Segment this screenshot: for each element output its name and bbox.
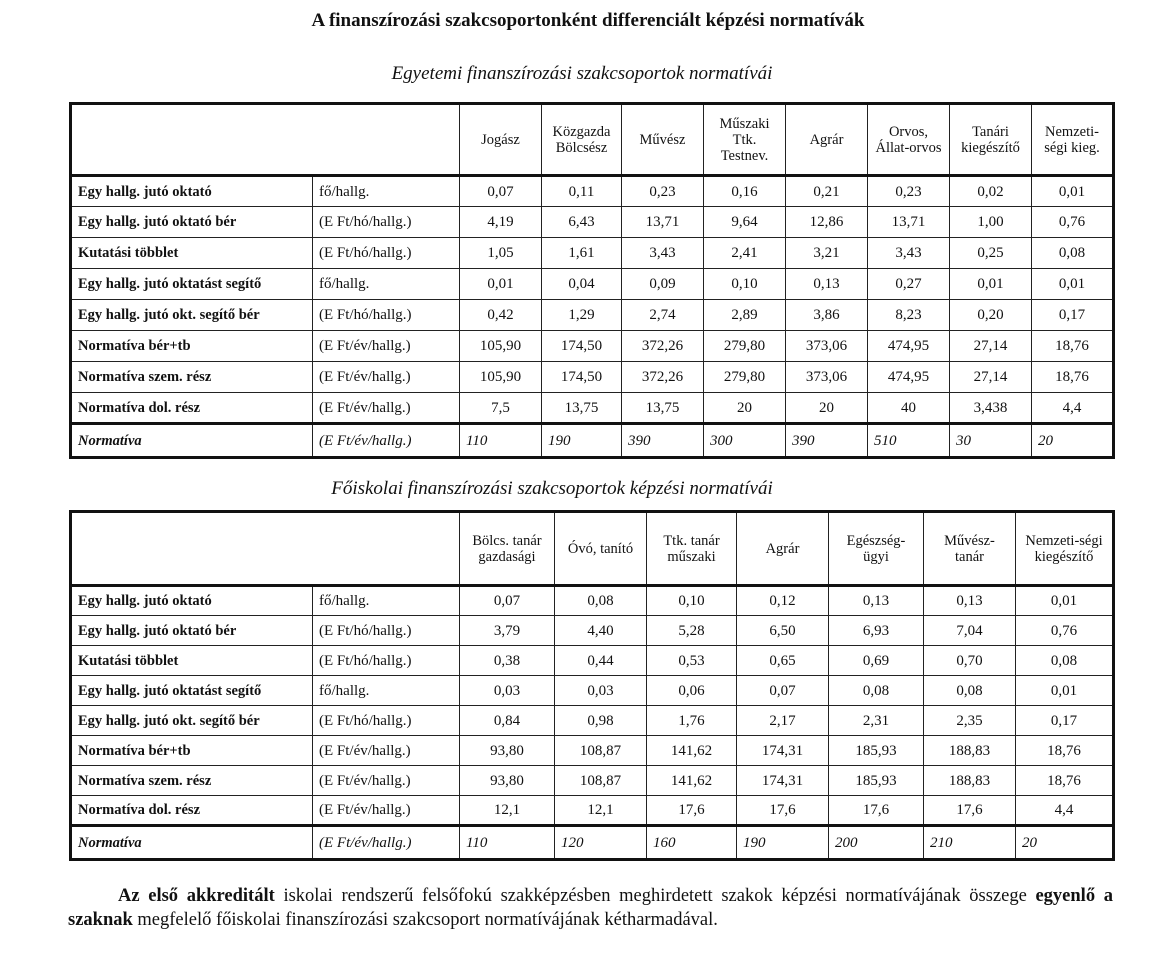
table-cell: 2,35 xyxy=(924,706,1016,736)
table-cell: 0,03 xyxy=(555,676,647,706)
header-row xyxy=(71,104,1114,176)
table-cell: 17,6 xyxy=(829,796,924,826)
table-cell: 279,80 xyxy=(704,362,786,393)
table-cell: 18,76 xyxy=(1032,331,1114,362)
footnote-bold-2: egyenlő a szaknak xyxy=(68,886,1113,930)
table-cell: 474,95 xyxy=(868,331,950,362)
table-cell: 40 xyxy=(868,393,950,424)
row-unit: (E Ft/év/hallg.) xyxy=(313,736,460,766)
table-cell: 0,08 xyxy=(829,676,924,706)
column-header: Művész-tanár xyxy=(924,512,1016,586)
column-header: Ttk. tanár műszaki xyxy=(647,512,737,586)
row-unit: (E Ft/év/hallg.) xyxy=(313,362,460,393)
college-norms-table xyxy=(69,510,1115,861)
table-cell: 0,76 xyxy=(1016,616,1114,646)
table-row xyxy=(71,616,1114,646)
column-header: Közgazda Bölcsész xyxy=(542,104,622,176)
table-cell: 3,43 xyxy=(868,238,950,269)
table-cell: 2,89 xyxy=(704,300,786,331)
table-cell: 174,50 xyxy=(542,362,622,393)
table-cell: 185,93 xyxy=(829,766,924,796)
table-cell: 279,80 xyxy=(704,331,786,362)
table-cell: 0,01 xyxy=(1032,269,1114,300)
row-label: Kutatási többlet xyxy=(71,238,313,269)
table-cell: 174,31 xyxy=(737,766,829,796)
table-row xyxy=(71,269,1114,300)
table-cell: 13,75 xyxy=(622,393,704,424)
row-label: Egy hallg. jutó oktatást segítő xyxy=(71,676,313,706)
table-cell: 2,31 xyxy=(829,706,924,736)
row-label: Normatíva szem. rész xyxy=(71,362,313,393)
column-header: Orvos, Állat-orvos xyxy=(868,104,950,176)
footnote-text-1: iskolai rendszerű felsőfokú szakképzésben meghirdetett szakok képzési normatívájának összege xyxy=(274,886,1036,906)
column-header: Agrár xyxy=(737,512,829,586)
table-cell: 1,00 xyxy=(950,207,1032,238)
table-cell: 0,13 xyxy=(924,586,1016,616)
table-cell: 7,5 xyxy=(460,393,542,424)
row-label: Normatíva szem. rész xyxy=(71,766,313,796)
row-label: Egy hallg. jutó oktató xyxy=(71,176,313,207)
table-row xyxy=(71,586,1114,616)
row-unit: (E Ft/hó/hallg.) xyxy=(313,646,460,676)
table-row xyxy=(71,207,1114,238)
row-label: Egy hallg. jutó okt. segítő bér xyxy=(71,300,313,331)
column-header: Bölcs. tanár gazdasági xyxy=(460,512,555,586)
row-unit: (E Ft/év/hallg.) xyxy=(313,766,460,796)
table-cell: 1,76 xyxy=(647,706,737,736)
table-cell: 0,84 xyxy=(460,706,555,736)
table-cell: 12,1 xyxy=(555,796,647,826)
row-unit: fő/hallg. xyxy=(313,676,460,706)
column-header: Műszaki Ttk. Testnev. xyxy=(704,104,786,176)
table-cell: 0,70 xyxy=(924,646,1016,676)
table-cell: 0,10 xyxy=(647,586,737,616)
table-cell: 2,17 xyxy=(737,706,829,736)
table-cell: 18,76 xyxy=(1016,766,1114,796)
table-cell: 0,12 xyxy=(737,586,829,616)
table-cell: 93,80 xyxy=(460,736,555,766)
table-cell: 372,26 xyxy=(622,331,704,362)
table-cell: 13,75 xyxy=(542,393,622,424)
table-cell: 141,62 xyxy=(647,736,737,766)
table-cell: 2,41 xyxy=(704,238,786,269)
footnote xyxy=(68,884,1113,932)
total-cell: 20 xyxy=(1016,826,1114,860)
table-cell: 0,01 xyxy=(460,269,542,300)
column-header: Óvó, tanító xyxy=(555,512,647,586)
table-cell: 5,28 xyxy=(647,616,737,646)
table-cell: 1,29 xyxy=(542,300,622,331)
row-label: Egy hallg. jutó oktató bér xyxy=(71,616,313,646)
table1-subtitle: Egyetemi finanszírozási szakcsoportok normatívái xyxy=(391,63,773,84)
column-header: Tanári kiegészítő xyxy=(950,104,1032,176)
table-cell: 27,14 xyxy=(950,362,1032,393)
column-header: Egészség-ügyi xyxy=(829,512,924,586)
table-cell: 0,08 xyxy=(924,676,1016,706)
table-cell: 0,07 xyxy=(460,586,555,616)
row-unit: (E Ft/hó/hallg.) xyxy=(313,238,460,269)
footnote-bold-1: Az első akkreditált xyxy=(118,886,275,906)
table-cell: 0,06 xyxy=(647,676,737,706)
row-unit: (E Ft/év/hallg.) xyxy=(313,393,460,424)
row-label: Normatíva bér+tb xyxy=(71,331,313,362)
table-cell: 0,27 xyxy=(868,269,950,300)
table-row xyxy=(71,300,1114,331)
total-cell: 110 xyxy=(460,424,542,458)
table-cell: 6,50 xyxy=(737,616,829,646)
table-cell: 8,23 xyxy=(868,300,950,331)
row-label: Egy hallg. jutó oktató xyxy=(71,586,313,616)
row-label: Egy hallg. jutó oktatást segítő xyxy=(71,269,313,300)
table-cell: 141,62 xyxy=(647,766,737,796)
total-unit: (E Ft/év/hallg.) xyxy=(313,424,460,458)
table-row xyxy=(71,331,1114,362)
column-header: Nemzeti-ségi kiegészítő xyxy=(1016,512,1114,586)
table-cell: 4,4 xyxy=(1032,393,1114,424)
table-cell: 174,50 xyxy=(542,331,622,362)
row-label: Normatíva bér+tb xyxy=(71,736,313,766)
table-cell: 0,09 xyxy=(622,269,704,300)
footnote-text-2: megfelelő főiskolai finanszírozási szakcsoport normatívájának kétharmadával. xyxy=(132,910,718,930)
table-cell: 0,08 xyxy=(1016,646,1114,676)
table2-subtitle: Főiskolai finanszírozási szakcsoportok képzési normatívái xyxy=(331,478,773,499)
table-cell: 0,01 xyxy=(1016,586,1114,616)
table-cell: 13,71 xyxy=(868,207,950,238)
row-unit: (E Ft/év/hallg.) xyxy=(313,331,460,362)
total-cell: 190 xyxy=(737,826,829,860)
row-unit: fő/hallg. xyxy=(313,586,460,616)
table-cell: 0,17 xyxy=(1016,706,1114,736)
table-cell: 17,6 xyxy=(737,796,829,826)
row-label: Kutatási többlet xyxy=(71,646,313,676)
total-cell: 20 xyxy=(1032,424,1114,458)
total-cell: 30 xyxy=(950,424,1032,458)
table-cell: 9,64 xyxy=(704,207,786,238)
table-cell: 0,13 xyxy=(786,269,868,300)
table-cell: 0,38 xyxy=(460,646,555,676)
table-cell: 188,83 xyxy=(924,736,1016,766)
total-cell: 210 xyxy=(924,826,1016,860)
table-cell: 0,23 xyxy=(622,176,704,207)
table-cell: 17,6 xyxy=(924,796,1016,826)
table-cell: 6,43 xyxy=(542,207,622,238)
table-cell: 7,04 xyxy=(924,616,1016,646)
table-cell: 0,03 xyxy=(460,676,555,706)
table-cell: 0,53 xyxy=(647,646,737,676)
header-row xyxy=(71,512,1114,586)
total-cell: 160 xyxy=(647,826,737,860)
table-cell: 3,438 xyxy=(950,393,1032,424)
header-blank-cell xyxy=(71,512,460,586)
table-row xyxy=(71,736,1114,766)
table-cell: 373,06 xyxy=(786,362,868,393)
table-row xyxy=(71,766,1114,796)
table-cell: 0,23 xyxy=(868,176,950,207)
total-cell: 120 xyxy=(555,826,647,860)
table-cell: 373,06 xyxy=(786,331,868,362)
total-cell: 300 xyxy=(704,424,786,458)
table-cell: 0,65 xyxy=(737,646,829,676)
total-cell: 200 xyxy=(829,826,924,860)
table-cell: 0,10 xyxy=(704,269,786,300)
table-cell: 3,21 xyxy=(786,238,868,269)
table-cell: 4,40 xyxy=(555,616,647,646)
column-header: Agrár xyxy=(786,104,868,176)
table-cell: 0,16 xyxy=(704,176,786,207)
column-header: Jogász xyxy=(460,104,542,176)
table-row xyxy=(71,796,1114,826)
table-cell: 474,95 xyxy=(868,362,950,393)
table-cell: 0,13 xyxy=(829,586,924,616)
table-cell: 188,83 xyxy=(924,766,1016,796)
table-cell: 0,04 xyxy=(542,269,622,300)
table-cell: 108,87 xyxy=(555,736,647,766)
table-cell: 4,4 xyxy=(1016,796,1114,826)
table-cell: 0,76 xyxy=(1032,207,1114,238)
table-row xyxy=(71,362,1114,393)
table-cell: 4,19 xyxy=(460,207,542,238)
table-cell: 18,76 xyxy=(1016,736,1114,766)
row-label: Egy hallg. jutó oktató bér xyxy=(71,207,313,238)
table-cell: 17,6 xyxy=(647,796,737,826)
total-label: Normatíva xyxy=(71,424,313,458)
table-cell: 20 xyxy=(704,393,786,424)
table-cell: 3,79 xyxy=(460,616,555,646)
total-row xyxy=(71,826,1114,860)
table-cell: 0,21 xyxy=(786,176,868,207)
table-cell: 0,44 xyxy=(555,646,647,676)
table-cell: 6,93 xyxy=(829,616,924,646)
table-cell: 3,86 xyxy=(786,300,868,331)
row-unit: (E Ft/hó/hallg.) xyxy=(313,706,460,736)
table-row xyxy=(71,176,1114,207)
table-cell: 1,05 xyxy=(460,238,542,269)
table-cell: 3,43 xyxy=(622,238,704,269)
row-label: Normatíva dol. rész xyxy=(71,796,313,826)
table-cell: 0,42 xyxy=(460,300,542,331)
table-cell: 2,74 xyxy=(622,300,704,331)
total-cell: 390 xyxy=(786,424,868,458)
row-label: Egy hallg. jutó okt. segítő bér xyxy=(71,706,313,736)
table-cell: 0,07 xyxy=(737,676,829,706)
table-cell: 0,11 xyxy=(542,176,622,207)
column-header: Nemzeti-ségi kieg. xyxy=(1032,104,1114,176)
row-unit: fő/hallg. xyxy=(313,176,460,207)
table-cell: 18,76 xyxy=(1032,362,1114,393)
table-cell: 185,93 xyxy=(829,736,924,766)
column-header: Művész xyxy=(622,104,704,176)
table-cell: 27,14 xyxy=(950,331,1032,362)
row-label: Normatíva dol. rész xyxy=(71,393,313,424)
table-cell: 372,26 xyxy=(622,362,704,393)
table-cell: 105,90 xyxy=(460,362,542,393)
table-cell: 108,87 xyxy=(555,766,647,796)
table-row xyxy=(71,393,1114,424)
row-unit: (E Ft/hó/hallg.) xyxy=(313,616,460,646)
total-cell: 190 xyxy=(542,424,622,458)
table-cell: 0,01 xyxy=(1016,676,1114,706)
table-cell: 0,01 xyxy=(950,269,1032,300)
header-blank-cell xyxy=(71,104,460,176)
table-row xyxy=(71,676,1114,706)
table-cell: 93,80 xyxy=(460,766,555,796)
table-row xyxy=(71,706,1114,736)
row-unit: (E Ft/hó/hallg.) xyxy=(313,300,460,331)
table-cell: 0,69 xyxy=(829,646,924,676)
table-cell: 174,31 xyxy=(737,736,829,766)
table-cell: 0,98 xyxy=(555,706,647,736)
table-cell: 12,86 xyxy=(786,207,868,238)
table-cell: 0,17 xyxy=(1032,300,1114,331)
table-cell: 0,01 xyxy=(1032,176,1114,207)
row-unit: (E Ft/év/hallg.) xyxy=(313,796,460,826)
total-cell: 110 xyxy=(460,826,555,860)
total-row xyxy=(71,424,1114,458)
table-cell: 0,08 xyxy=(555,586,647,616)
table-row xyxy=(71,238,1114,269)
table-row xyxy=(71,646,1114,676)
total-cell: 510 xyxy=(868,424,950,458)
row-unit: (E Ft/hó/hallg.) xyxy=(313,207,460,238)
table-cell: 13,71 xyxy=(622,207,704,238)
table-cell: 20 xyxy=(786,393,868,424)
page-title: A finanszírozási szakcsoportonként differenciált képzési normatívák xyxy=(311,10,865,31)
table-cell: 105,90 xyxy=(460,331,542,362)
table-cell: 0,25 xyxy=(950,238,1032,269)
university-norms-table xyxy=(69,102,1115,459)
table-cell: 0,02 xyxy=(950,176,1032,207)
total-cell: 390 xyxy=(622,424,704,458)
table-cell: 0,07 xyxy=(460,176,542,207)
row-unit: fő/hallg. xyxy=(313,269,460,300)
table-cell: 0,20 xyxy=(950,300,1032,331)
total-label: Normatíva xyxy=(71,826,313,860)
table-cell: 0,08 xyxy=(1032,238,1114,269)
total-unit: (E Ft/év/hallg.) xyxy=(313,826,460,860)
table-cell: 1,61 xyxy=(542,238,622,269)
table-cell: 12,1 xyxy=(460,796,555,826)
